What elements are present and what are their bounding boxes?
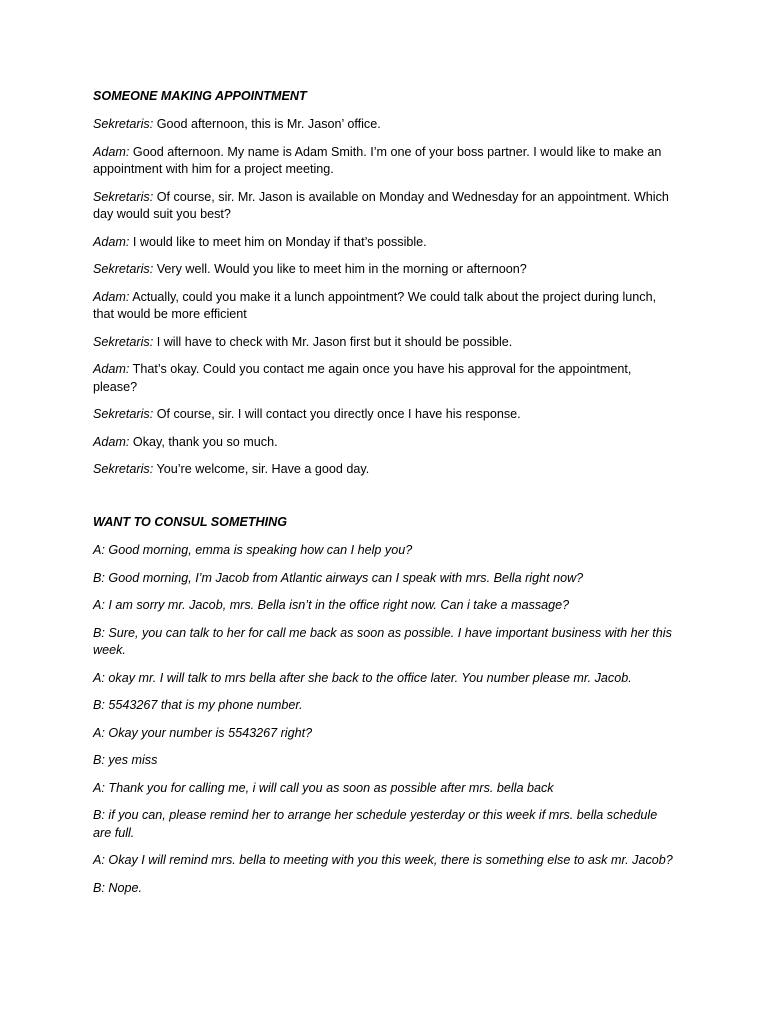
- dialogue-line: A: I am sorry mr. Jacob, mrs. Bella isn’t in the office right now. Can i take a massage?: [93, 598, 570, 612]
- dialogue-line: [93, 234, 673, 252]
- dialogue-line: A: Good morning, emma is speaking how can I help you?: [93, 543, 413, 557]
- dialogue-text: Good afternoon. My name is Adam Smith. I’m one of your boss partner. I would like to make an appointment with him for a project meeting.: [93, 144, 662, 176]
- speaker-name: Sekretaris:: [93, 334, 154, 349]
- dialogue-line: [93, 189, 673, 224]
- dialogue-line: [93, 461, 673, 479]
- dialogue-text: Good afternoon, this is Mr. Jason’ office.: [153, 117, 381, 131]
- dialogue-line: [93, 434, 673, 452]
- dialogue-text: That’s okay. Could you contact me again once you have his approval for the appointment, please?: [93, 362, 632, 394]
- dialogue-list: [93, 542, 673, 897]
- dialogue-line: [93, 406, 673, 424]
- dialogue-line: B: Good morning, I’m Jacob from Atlantic airways can I speak with mrs. Bella right now?: [93, 570, 584, 585]
- dialogue-line: [93, 361, 673, 396]
- speaker-name: Adam:: [93, 234, 130, 249]
- dialogue-line: B: if you can, please remind her to arrange her schedule yesterday or this week if mrs. bella schedule are full.: [93, 808, 658, 840]
- dialogue-line: [93, 334, 673, 352]
- dialogue-text: Actually, could you make it a lunch appointment? We could talk about the project during lunch, that would be more efficient: [93, 289, 657, 321]
- speaker-name: Adam:: [93, 362, 130, 376]
- dialogue-line: A: okay mr. I will talk to mrs bella after she back to the office later. You number please mr. Jacob.: [93, 670, 632, 685]
- dialogue-text: Of course, sir. I will contact you directly once I have his response.: [153, 407, 521, 421]
- dialogue-text: I would like to meet him on Monday if that’s possible.: [129, 234, 427, 249]
- dialogue-text: Okay, thank you so much.: [129, 434, 278, 449]
- dialogue-line: B: yes miss: [93, 753, 158, 767]
- speaker-name: Adam:: [93, 144, 130, 159]
- speaker-name: Adam:: [93, 289, 130, 304]
- appointment-section: [93, 88, 673, 489]
- dialogue-line: A: Thank you for calling me, i will call you as soon as possible after mrs. bella back: [93, 780, 554, 795]
- dialogue-line: [93, 144, 673, 179]
- dialogue-line: B: Nope.: [93, 880, 143, 895]
- dialogue-line: B: Sure, you can talk to her for call me back as soon as possible. I have important business with her this week.: [93, 625, 672, 657]
- section-heading: WANT TO CONSUL SOMETHING: [93, 515, 288, 529]
- speaker-name: Sekretaris:: [93, 189, 154, 204]
- dialogue-text: I will have to check with Mr. Jason first but it should be possible.: [153, 334, 513, 349]
- dialogue-text: You’re welcome, sir. Have a good day.: [153, 462, 370, 476]
- dialogue-line: A: Okay your number is 5543267 right?: [93, 725, 313, 740]
- dialogue-text: Of course, sir. Mr. Jason is available on Monday and Wednesday for an appointment. Which day would suit you best?: [93, 189, 669, 221]
- section-heading: SOMEONE MAKING APPOINTMENT: [93, 89, 307, 103]
- dialogue-line: A: Okay I will remind mrs. bella to meeting with you this week, there is something else to ask mr. Jacob?: [93, 853, 673, 867]
- dialogue-line: [93, 289, 673, 324]
- dialogue-list: [93, 116, 673, 479]
- dialogue-line: [93, 116, 673, 134]
- speaker-name: Adam:: [93, 434, 130, 449]
- consult-section: [93, 514, 673, 907]
- dialogue-text: Very well. Would you like to meet him in the morning or afternoon?: [153, 262, 527, 276]
- speaker-name: Sekretaris:: [93, 262, 154, 276]
- dialogue-line: B: 5543267 that is my phone number.: [93, 698, 303, 712]
- speaker-name: Sekretaris:: [93, 117, 154, 131]
- dialogue-line: [93, 261, 673, 279]
- speaker-name: Sekretaris:: [93, 407, 154, 421]
- speaker-name: Sekretaris:: [93, 462, 154, 476]
